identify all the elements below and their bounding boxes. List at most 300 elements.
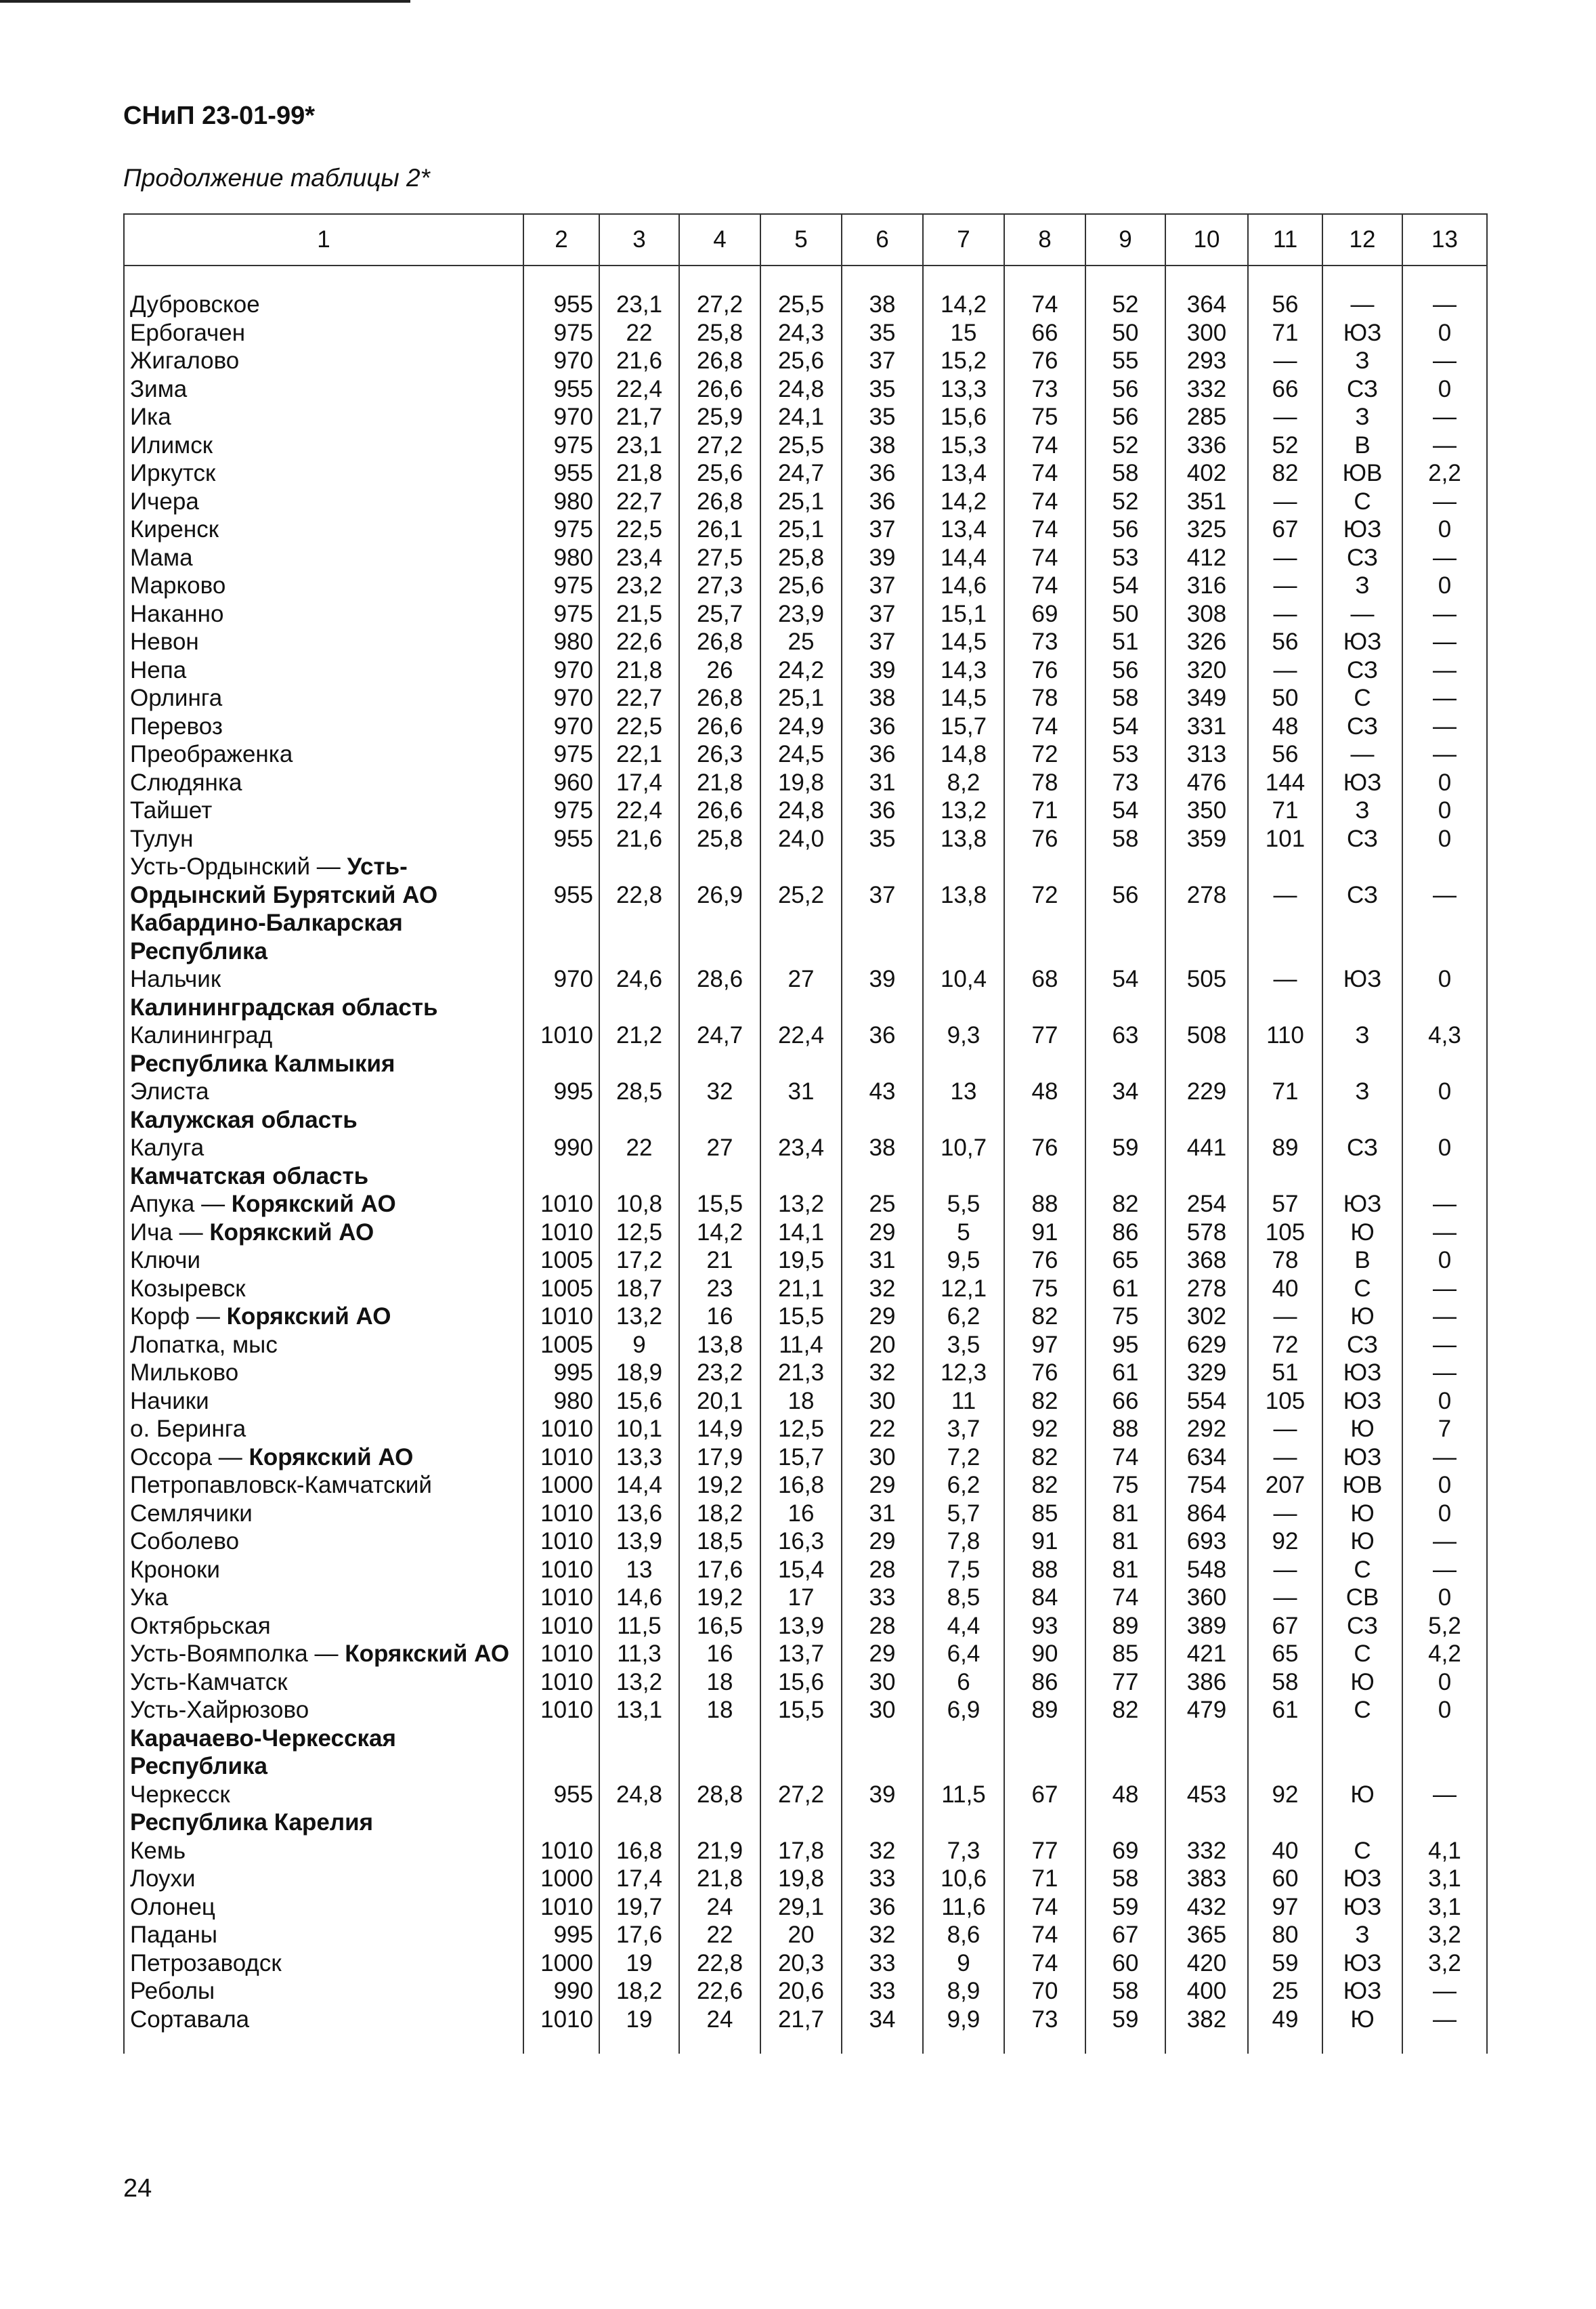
value-cell: 364	[1165, 291, 1248, 319]
empty-cell	[1248, 994, 1322, 1022]
value-cell: ЮЗ	[1322, 1977, 1402, 2006]
value-cell: 8,6	[923, 1921, 1004, 1949]
station-row	[124, 1949, 1487, 1978]
value-cell: 28,5	[599, 1078, 679, 1106]
value-cell: 29	[842, 1219, 923, 1247]
value-cell: 18	[679, 1696, 760, 1724]
value-cell: 71	[1004, 1865, 1085, 1893]
empty-cell	[760, 266, 842, 291]
value-cell: 22,6	[599, 628, 679, 656]
value-cell: СВ	[1322, 1584, 1402, 1612]
value-cell: 82	[1004, 1302, 1085, 1331]
value-cell: 16	[760, 1500, 842, 1528]
value-cell: 479	[1165, 1696, 1248, 1724]
value-cell: 52	[1085, 488, 1165, 516]
value-cell: 69	[1004, 600, 1085, 629]
value-cell: 3,1	[1402, 1865, 1487, 1893]
climate-data-table	[123, 213, 1488, 2054]
value-cell: 22	[842, 1415, 923, 1443]
value-cell: 864	[1165, 1500, 1248, 1528]
value-cell: 13,2	[923, 797, 1004, 825]
value-cell: —	[1248, 1500, 1322, 1528]
value-cell: 40	[1248, 1837, 1322, 1865]
empty-cell	[1004, 1050, 1085, 1078]
value-cell: 36	[842, 459, 923, 488]
value-cell: 85	[1004, 1500, 1085, 1528]
value-cell: 11,6	[923, 1893, 1004, 1922]
value-cell: 23,1	[599, 291, 679, 319]
value-cell: СЗ	[1322, 1331, 1402, 1359]
value-cell: 980	[523, 488, 599, 516]
value-cell: ЮЗ	[1322, 769, 1402, 797]
station-name	[124, 1949, 523, 1978]
value-cell: 386	[1165, 1668, 1248, 1697]
value-cell: 970	[523, 713, 599, 741]
value-cell: 1010	[523, 1556, 599, 1584]
value-cell: 441	[1165, 1134, 1248, 1162]
empty-cell	[760, 994, 842, 1022]
value-cell: 3,1	[1402, 1893, 1487, 1922]
value-cell: 32	[842, 1837, 923, 1865]
empty-cell	[760, 1050, 842, 1078]
station-label: Реболы	[130, 1978, 215, 2004]
station-label: Тайшет	[130, 797, 213, 824]
empty-cell	[1402, 1724, 1487, 1781]
value-cell: 24,3	[760, 319, 842, 347]
empty-cell	[1322, 1106, 1402, 1135]
value-cell: 67	[1248, 1612, 1322, 1640]
value-cell: 16,3	[760, 1527, 842, 1556]
value-cell: —	[1248, 544, 1322, 572]
value-cell: 29	[842, 1471, 923, 1500]
station-label: Оссора —	[130, 1443, 249, 1470]
value-cell: 508	[1165, 1021, 1248, 1050]
value-cell: 73	[1004, 2006, 1085, 2034]
value-cell: 74	[1004, 488, 1085, 516]
station-label: Усть-Ордынский —	[130, 853, 347, 880]
value-cell: 6	[923, 1668, 1004, 1697]
bottom-row	[124, 2033, 1487, 2054]
empty-cell	[1248, 1106, 1322, 1135]
value-cell: 88	[1004, 1556, 1085, 1584]
station-row	[124, 656, 1487, 685]
empty-cell	[679, 1808, 760, 1837]
value-cell: 48	[1085, 1781, 1165, 1809]
value-cell: 389	[1165, 1612, 1248, 1640]
station-row	[124, 1556, 1487, 1584]
empty-cell	[599, 994, 679, 1022]
value-cell: 21	[679, 1246, 760, 1275]
value-cell: 66	[1248, 375, 1322, 404]
value-cell: —	[1402, 431, 1487, 460]
empty-cell	[599, 1162, 679, 1191]
station-name	[124, 628, 523, 656]
empty-cell	[760, 1162, 842, 1191]
value-cell: —	[1402, 1275, 1487, 1303]
value-cell: 28	[842, 1612, 923, 1640]
value-cell: 0	[1402, 1078, 1487, 1106]
empty-cell	[1165, 1162, 1248, 1191]
station-label: Ука	[130, 1584, 169, 1611]
value-cell: 20,6	[760, 1977, 842, 2006]
value-cell: 5	[923, 1219, 1004, 1247]
value-cell: 336	[1165, 431, 1248, 460]
empty-cell	[1085, 1106, 1165, 1135]
empty-cell	[1402, 909, 1487, 965]
value-cell: 975	[523, 572, 599, 600]
value-cell: ЮВ	[1322, 459, 1402, 488]
value-cell: 5,7	[923, 1500, 1004, 1528]
value-cell: 31	[760, 1078, 842, 1106]
value-cell: З	[1322, 1021, 1402, 1050]
value-cell: 350	[1165, 797, 1248, 825]
station-label: Сортавала	[130, 2006, 250, 2033]
value-cell: 92	[1004, 1415, 1085, 1443]
value-cell: 955	[523, 1781, 599, 1809]
column-header: 2	[523, 214, 599, 266]
value-cell: 20,3	[760, 1949, 842, 1978]
value-cell: 18,5	[679, 1527, 760, 1556]
value-cell: 17,6	[679, 1556, 760, 1584]
value-cell: 24,6	[599, 965, 679, 994]
empty-cell	[760, 1724, 842, 1781]
value-cell: 22,4	[599, 797, 679, 825]
value-cell: 77	[1004, 1837, 1085, 1865]
empty-cell	[1402, 1050, 1487, 1078]
value-cell: СЗ	[1322, 656, 1402, 685]
value-cell: 12,5	[760, 1415, 842, 1443]
value-cell: 13,8	[923, 825, 1004, 853]
station-label: Ича —	[130, 1219, 210, 1246]
station-name	[124, 1443, 523, 1472]
value-cell: 110	[1248, 1021, 1322, 1050]
empty-cell	[679, 1162, 760, 1191]
value-cell: 37	[842, 628, 923, 656]
empty-cell	[1165, 1050, 1248, 1078]
value-cell: 14,4	[599, 1471, 679, 1500]
value-cell: 975	[523, 797, 599, 825]
empty-cell	[923, 1808, 1004, 1837]
value-cell: —	[1402, 1556, 1487, 1584]
value-cell: 15,5	[679, 1190, 760, 1219]
value-cell: 34	[1085, 1078, 1165, 1106]
value-cell: Ю	[1322, 1302, 1402, 1331]
value-cell: 22,5	[599, 515, 679, 544]
value-cell: С	[1322, 1275, 1402, 1303]
empty-cell	[1322, 1162, 1402, 1191]
value-cell: З	[1322, 1921, 1402, 1949]
value-cell: —	[1402, 1359, 1487, 1387]
value-cell: Ю	[1322, 2006, 1402, 2034]
value-cell: 17,8	[760, 1837, 842, 1865]
value-cell: 81	[1085, 1500, 1165, 1528]
value-cell: 6,2	[923, 1302, 1004, 1331]
value-cell: 25,7	[679, 600, 760, 629]
station-label: Усть-Хайрюзово	[130, 1697, 309, 1723]
value-cell: 13,9	[760, 1612, 842, 1640]
station-label: о. Беринга	[130, 1416, 246, 1442]
value-cell: 15,6	[599, 1387, 679, 1416]
value-cell: 26,8	[679, 347, 760, 375]
empty-cell	[1085, 1724, 1165, 1781]
column-header: 1	[124, 214, 523, 266]
empty-cell	[760, 1808, 842, 1837]
station-district: Корякский АО	[345, 1640, 510, 1667]
value-cell: 15,2	[923, 347, 1004, 375]
empty-cell	[1322, 994, 1402, 1022]
value-cell: 960	[523, 769, 599, 797]
value-cell: 25,1	[760, 515, 842, 544]
value-cell: 38	[842, 684, 923, 713]
empty-cell	[1004, 909, 1085, 965]
value-cell: 313	[1165, 740, 1248, 769]
value-cell: 10,6	[923, 1865, 1004, 1893]
value-cell: 65	[1085, 1246, 1165, 1275]
empty-cell	[842, 1050, 923, 1078]
value-cell: 1010	[523, 2006, 599, 2034]
value-cell: ЮВ	[1322, 1471, 1402, 1500]
value-cell: 68	[1004, 965, 1085, 994]
value-cell: 17,2	[599, 1246, 679, 1275]
value-cell: 56	[1248, 291, 1322, 319]
value-cell: 84	[1004, 1584, 1085, 1612]
value-cell: 23	[679, 1275, 760, 1303]
value-cell: 71	[1248, 1078, 1322, 1106]
station-row	[124, 1359, 1487, 1387]
value-cell: 76	[1004, 1359, 1085, 1387]
value-cell: 1005	[523, 1331, 599, 1359]
value-cell: 4,2	[1402, 1640, 1487, 1668]
value-cell: 25,8	[679, 825, 760, 853]
value-cell: 693	[1165, 1527, 1248, 1556]
empty-cell	[1322, 1724, 1402, 1781]
value-cell: 0	[1402, 769, 1487, 797]
value-cell: 58	[1085, 825, 1165, 853]
value-cell: 76	[1004, 1246, 1085, 1275]
value-cell: 4,3	[1402, 1021, 1487, 1050]
region-label: Республика Карелия	[130, 1809, 374, 1836]
value-cell: ЮЗ	[1322, 515, 1402, 544]
station-row	[124, 488, 1487, 516]
value-cell: 24	[679, 2006, 760, 2034]
value-cell: 14,8	[923, 740, 1004, 769]
value-cell: 18,2	[599, 1977, 679, 2006]
value-cell: 9,5	[923, 1246, 1004, 1275]
value-cell: 7,2	[923, 1443, 1004, 1472]
value-cell: ЮЗ	[1322, 1865, 1402, 1893]
station-name	[124, 965, 523, 994]
empty-cell	[1085, 994, 1165, 1022]
value-cell: 16,8	[599, 1837, 679, 1865]
value-cell: 955	[523, 853, 599, 909]
value-cell: СЗ	[1322, 713, 1402, 741]
empty-cell	[1004, 1808, 1085, 1837]
empty-cell	[842, 1724, 923, 1781]
value-cell: 18,7	[599, 1275, 679, 1303]
station-row	[124, 319, 1487, 347]
station-row	[124, 713, 1487, 741]
station-label: Козыревск	[130, 1275, 246, 1302]
station-label: Кроноки	[130, 1556, 220, 1583]
value-cell: 8,5	[923, 1584, 1004, 1612]
station-name	[124, 2006, 523, 2034]
empty-cell	[923, 266, 1004, 291]
empty-cell	[599, 1808, 679, 1837]
value-cell: 76	[1004, 825, 1085, 853]
region-name	[124, 1162, 523, 1191]
value-cell: 59	[1085, 2006, 1165, 2034]
value-cell: 15,5	[760, 1302, 842, 1331]
station-name	[124, 1668, 523, 1697]
value-cell: 86	[1004, 1668, 1085, 1697]
value-cell: 6,4	[923, 1640, 1004, 1668]
value-cell: 970	[523, 965, 599, 994]
value-cell: ЮЗ	[1322, 1893, 1402, 1922]
value-cell: 97	[1248, 1893, 1322, 1922]
value-cell: 23,9	[760, 600, 842, 629]
value-cell: 21,9	[679, 1837, 760, 1865]
value-cell: 955	[523, 825, 599, 853]
value-cell: 39	[842, 656, 923, 685]
empty-cell	[1085, 1808, 1165, 1837]
empty-cell	[679, 1050, 760, 1078]
value-cell: 421	[1165, 1640, 1248, 1668]
value-cell: 70	[1004, 1977, 1085, 2006]
value-cell: 92	[1248, 1527, 1322, 1556]
value-cell: 1010	[523, 1668, 599, 1697]
empty-cell	[1165, 266, 1248, 291]
column-header: 7	[923, 214, 1004, 266]
value-cell: 24,7	[679, 1021, 760, 1050]
page-number: 24	[123, 2174, 152, 2203]
empty-cell	[923, 1050, 1004, 1078]
value-cell: 25,2	[760, 853, 842, 909]
empty-cell	[599, 266, 679, 291]
station-name	[124, 1219, 523, 1247]
value-cell: 359	[1165, 825, 1248, 853]
station-name	[124, 797, 523, 825]
value-cell: 74	[1085, 1584, 1165, 1612]
station-row	[124, 1640, 1487, 1668]
station-row	[124, 740, 1487, 769]
value-cell: 13,3	[599, 1443, 679, 1472]
value-cell: СЗ	[1322, 375, 1402, 404]
value-cell: 10,8	[599, 1190, 679, 1219]
station-name	[124, 1021, 523, 1050]
value-cell: 49	[1248, 2006, 1322, 2034]
value-cell: 18	[679, 1668, 760, 1697]
value-cell: 24,1	[760, 403, 842, 431]
value-cell: 975	[523, 740, 599, 769]
value-cell: 8,2	[923, 769, 1004, 797]
value-cell: 37	[842, 515, 923, 544]
value-cell: 26,3	[679, 740, 760, 769]
value-cell: В	[1322, 431, 1402, 460]
station-district: Усть-Ордынский Бурятский АО	[130, 853, 438, 908]
value-cell: 66	[1085, 1387, 1165, 1416]
station-row	[124, 431, 1487, 460]
station-row	[124, 347, 1487, 375]
value-cell: 0	[1402, 515, 1487, 544]
station-label: Паданы	[130, 1922, 217, 1948]
value-cell: З	[1322, 347, 1402, 375]
empty-cell	[1322, 1808, 1402, 1837]
value-cell: 76	[1004, 1134, 1085, 1162]
empty-cell	[760, 1106, 842, 1135]
value-cell: 22,8	[679, 1949, 760, 1978]
value-cell: 17,4	[599, 769, 679, 797]
value-cell: 19	[599, 2006, 679, 2034]
station-row	[124, 459, 1487, 488]
value-cell: 995	[523, 1921, 599, 1949]
empty-cell	[523, 1162, 599, 1191]
value-cell: 27,2	[679, 291, 760, 319]
station-label: Ербогачен	[130, 319, 246, 346]
value-cell: 38	[842, 1134, 923, 1162]
station-name	[124, 515, 523, 544]
value-cell: —	[1402, 713, 1487, 741]
value-cell: 19,7	[599, 1893, 679, 1922]
value-cell: 71	[1004, 797, 1085, 825]
empty-cell	[1402, 1808, 1487, 1837]
value-cell: 63	[1085, 1021, 1165, 1050]
empty-cell	[923, 1162, 1004, 1191]
value-cell: 505	[1165, 965, 1248, 994]
station-row	[124, 965, 1487, 994]
value-cell: 35	[842, 319, 923, 347]
value-cell: В	[1322, 1246, 1402, 1275]
value-cell: 144	[1248, 769, 1322, 797]
value-cell: 29,1	[760, 1893, 842, 1922]
value-cell: 22	[599, 319, 679, 347]
value-cell: 78	[1004, 684, 1085, 713]
station-row	[124, 1219, 1487, 1247]
value-cell: 58	[1085, 459, 1165, 488]
value-cell: 21,3	[760, 1359, 842, 1387]
value-cell: 420	[1165, 1949, 1248, 1978]
value-cell: 0	[1402, 319, 1487, 347]
station-label: Ключи	[130, 1247, 201, 1273]
value-cell: 3,5	[923, 1331, 1004, 1359]
value-cell: 24,5	[760, 740, 842, 769]
station-label: Соболево	[130, 1528, 240, 1554]
value-cell: —	[1248, 656, 1322, 685]
station-label: Черкесск	[130, 1781, 230, 1808]
station-row	[124, 1078, 1487, 1106]
value-cell: 24,8	[599, 1781, 679, 1809]
value-cell: 59	[1248, 1949, 1322, 1978]
value-cell: ЮЗ	[1322, 1359, 1402, 1387]
value-cell: 326	[1165, 628, 1248, 656]
station-label: Лопатка, мыс	[130, 1331, 278, 1358]
value-cell: 9	[923, 1949, 1004, 1978]
empty-cell	[1402, 266, 1487, 291]
station-label: Лоухи	[130, 1865, 196, 1892]
empty-cell	[760, 909, 842, 965]
value-cell: 89	[1004, 1696, 1085, 1724]
empty-cell	[1165, 2033, 1248, 2054]
region-label: Калужская область	[130, 1106, 358, 1133]
region-row	[124, 994, 1487, 1022]
station-name	[124, 1781, 523, 1809]
value-cell: 3,2	[1402, 1949, 1487, 1978]
region-label: Калининградская область	[130, 994, 438, 1021]
empty-cell	[760, 2033, 842, 2054]
value-cell: С	[1322, 488, 1402, 516]
value-cell: 22	[679, 1921, 760, 1949]
value-cell: 412	[1165, 544, 1248, 572]
station-label: Орлинга	[130, 685, 223, 711]
